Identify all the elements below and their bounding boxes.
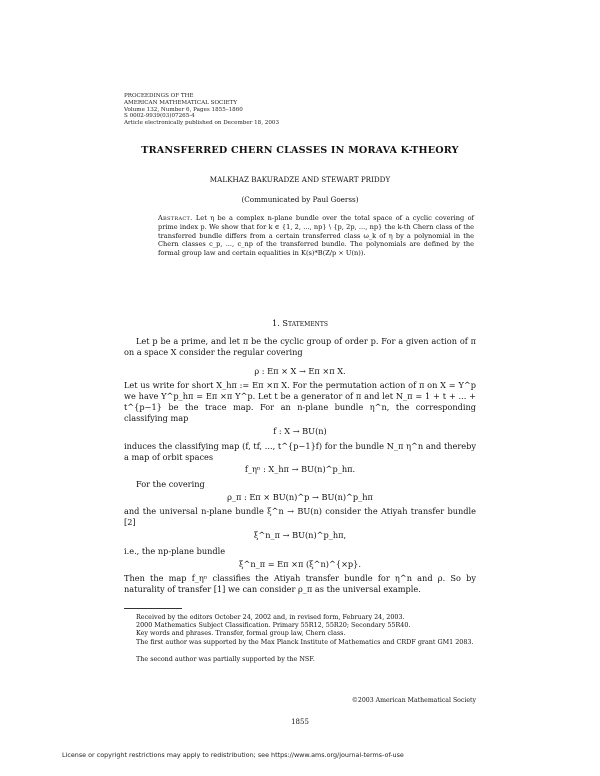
equation-orbit-map: f_ηⁿ : X_hπ → BU(n)^p_hπ.: [244, 464, 356, 474]
paragraph-4: For the covering: [136, 479, 205, 489]
journal-name-line2: AMERICAN MATHEMATICAL SOCIETY: [124, 99, 238, 106]
equation-universal-covering: ρ_π : Eπ × BU(n)^p → BU(n)^p_hπ: [227, 492, 373, 502]
journal-header: [124, 93, 279, 127]
issn: S 0002-9939(03)07265-4: [124, 113, 195, 120]
copyright-notice: ©2003 American Mathematical Society: [351, 697, 476, 704]
journal-name-line1: PROCEEDINGS OF THE: [124, 93, 194, 99]
paragraph-2: Let us write for short X_hπ := Eπ ×π X. For the permutation action of π on X = Y^p we have Y^p_hπ = Eπ ×π Y^p. Let t be a generator of π and let N_π = 1 + t + ... + t^{p−1} be the trace map. For an n-plane bundle η^n, the corresponding classifying map: [124, 380, 476, 423]
page-number: 1855: [291, 718, 309, 726]
paper-title: TRANSFERRED CHERN CLASSES IN MORAVA K-THEORY: [141, 145, 459, 156]
paragraph-5: and the universal n-plane bundle ξ^n → BU(n) consider the Atiyah transfer bundle [2]: [124, 506, 476, 527]
paper-authors: MALKHAZ BAKURADZE AND STEWART PRIDDY: [209, 175, 391, 184]
license-notice: License or copyright restrictions may apply to redistribution; see https://www.ams.org/journal-terms-of-use: [62, 751, 404, 759]
volume-info: Volume 132, Number 6, Pages 1855–1860: [124, 106, 243, 113]
equation-covering: ρ : Eπ × X → Eπ ×π X.: [254, 366, 346, 376]
paragraph-1: Let p be a prime, and let π be the cyclic group of order p. For a given action of π on a space X consider the regular covering: [124, 336, 476, 357]
abstract-text: Let η be a complex n-plane bundle over the total space of a cyclic covering of prime index p. We show that for k ∈ {1, 2, ..., np} \ {p, 2p, ..., np} the k-th Chern class of the transferred bundle differs from a certain transferred class ω_k of η by a polynomial in the Chern classes c_p, ..., c_np of the transferred bundle. The polynomials are defined by the formal group law and certain equalities in K(s)*B(Z/p × U(n)).: [158, 214, 474, 258]
footnote-msc: 2000 Mathematics Subject Classification. Primary 55R12, 55R20; Secondary 55R40.: [136, 621, 411, 629]
equation-classifying-map: f : X → BU(n): [273, 426, 327, 436]
paragraph-7: Then the map f_ηⁿ classifies the Atiyah transfer bundle for η^n and ρ. So by naturality of transfer [1] we can consider ρ_π as the universal example.: [124, 573, 476, 594]
footnote-second-author-support: The second author was partially supported by the NSF.: [136, 655, 315, 663]
abstract: [158, 214, 474, 258]
published-date: Article electronically published on December 18, 2003: [124, 120, 279, 127]
section-heading: [0, 318, 600, 328]
footnote-received: Received by the editors October 24, 2002 and, in revised form, February 24, 2003.: [136, 613, 405, 621]
footnote-keywords: Key words and phrases. Transfer, formal group law, Chern class.: [136, 629, 346, 637]
abstract-label: Abstract.: [158, 214, 193, 222]
footnote-first-author-support: The first author was supported by the Max Planck Institute of Mathematics and CRDF grant GM1 2083.: [136, 638, 474, 646]
communicated-by: (Communicated by Paul Goerss): [241, 195, 359, 204]
paragraph-3: induces the classifying map (f, tf, ..., t^{p−1}f) for the bundle N_π η^n and thereby a map of orbit spaces: [124, 441, 476, 462]
section-number: 1.: [272, 318, 280, 328]
footnote-rule: [124, 608, 182, 609]
equation-transfer-bundle: ξ^n_π → BU(n)^p_hπ,: [253, 530, 347, 540]
equation-np-plane-bundle: ξ^n_π = Eπ ×π (ξ^n)^{×p}.: [238, 559, 361, 569]
paragraph-6: i.e., the np-plane bundle: [124, 546, 226, 556]
section-title: Statements: [282, 318, 328, 328]
